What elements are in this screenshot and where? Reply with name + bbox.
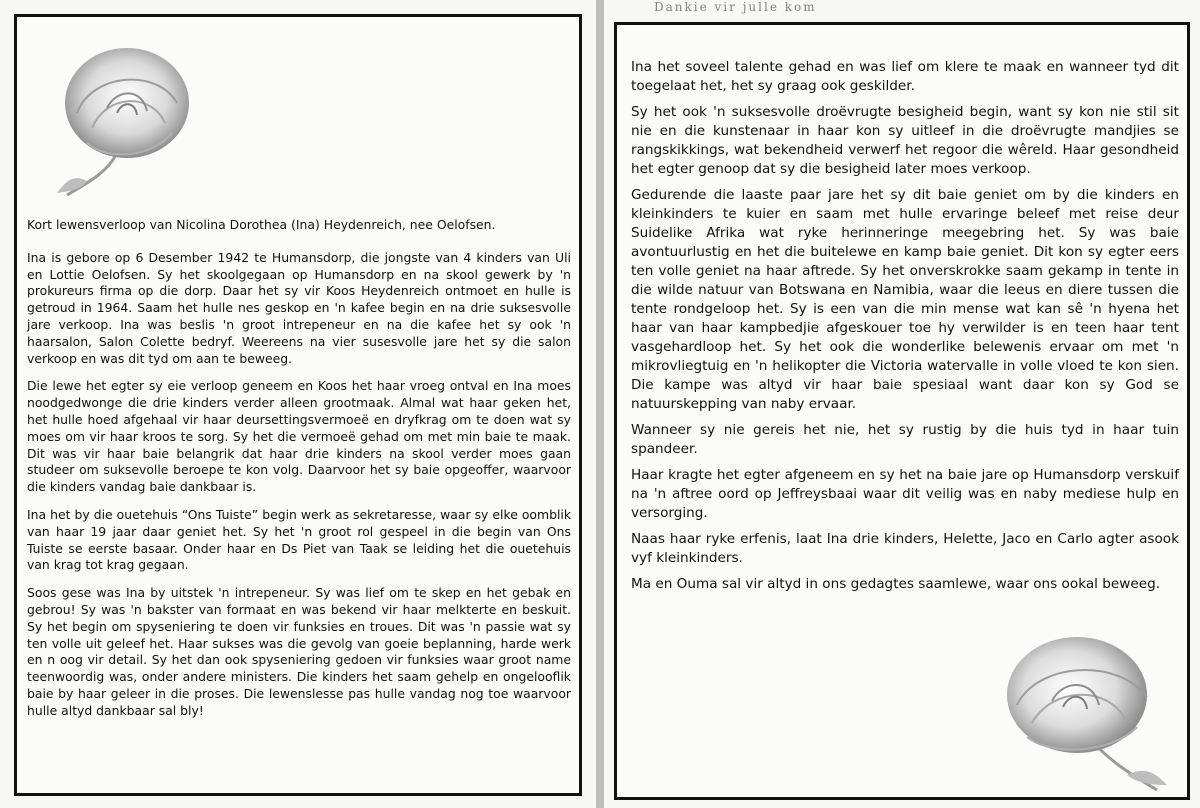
header-text: Dankie vir julle kom [654,0,817,14]
rose-icon [47,33,197,203]
right-page [604,0,1200,808]
paragraph: Soos gese was Ina by uitstek 'n intrepeneur. Sy was lief om te skep en het gebak en gebrou! Sy was 'n bakster van formaat en was bekend vir haar melkterte en beskuit. Sy het begin om spyseniering te doen vir funksies en troues. Dit was 'n passie wat sy ten volle uit geleef het. Haar sukses was die gevolg van goeie beplanning, harde werk en n oog vir detail. Sy het dan ook spyseniering gedoen vir funksies waar groot name teenwoordig was, onder andere ministers. Die kinders het saam gehelp en ongelooflik baie by haar geleer in die proses. Die lewenslesse pas hulle vandag nog toe waarvoor hulle altyd dankbaar sal bly! [27,585,571,718]
page-gutter [596,0,604,808]
paragraph: Ina is gebore op 6 Desember 1942 te Humansdorp, die jongste van 4 kinders van Uli en Lottie Oelofsen. Sy het skoolgegaan op Humansdorp en na skool gewerk by 'n prokureurs firma op die dorp. Daar het sy vir Koos Heydenreich ontmoet en hulle is getroud in 1964. Saam het hulle nes geskop en 'n kafee begin en na drie suksesvolle jare verkoop. Ina was beslis 'n groot intrepeneur en na die kafee het sy ook 'n haarsalon, Salon Colette bedryf. Weereens na vier susesvolle jare het sy die salon verkoop en was dit tyd om aan te beweeg. [27,249,571,366]
left-page [0,0,596,808]
paragraph: Haar kragte het egter afgeneem en sy het na baie jare op Humansdorp verskuif na 'n aftree oord op Jeffreysbaai waar dit veilig was en naby mediese hulp en versorging. [631,467,1179,521]
right-page-border [614,22,1190,800]
paragraph: Sy het ook 'n suksesvolle droëvrugte besigheid begin, want sy kon nie stil sit nie en die kunstenaar in haar kon sy uitleef in die droëvrugte mandjies se rangskikkings, wat bekendheid verwerf het regoor die wêreld. Haar gesondheid het egter genoop dat sy die besigheid later moes verkoop. [631,104,1179,177]
paragraph: Naas haar ryke erfenis, laat Ina drie kinders, Helette, Jaco en Carlo agter asook vyf kleinkinders. [631,531,1179,566]
paragraph: Ina het soveel talente gehad en was lief om klere te maak en wanneer tyd dit toegelaat het, het sy graag ook geskilder. [631,59,1179,94]
left-page-border [14,14,582,796]
paragraph: Gedurende die laaste paar jare het sy dit baie geniet om by die kinders en kleinkinders te kuier en saam met hulle ervaringe beleef met reise deur Suidelike Afrika wat ryke herinneringe meegebring het. Sy was baie avontuurlustig en het die buitelewe en kamp baie geniet. Dit kon sy egter eers ten volle geniet na haar aftrede. Sy het onverskrokke saam gekamp in tente in die wilde natuur van Botswana en Namibia, waar die leeus en diere tussen die tente rondgeloop het. Sy is een van die min mense wat kan sê 'n hyena het haar van haar kampbedjie afgeskouer toe hy verwilder is en teen haar tent vasgehardloop het. Sy het ook die wonderlike belewenis ervaar om met 'n mikrovliegtuig en 'n helikopter die Victoria watervalle in volle vloed te kon sien. Die kampe was altyd vir haar baie spesiaal want daar kon sy God se natuurskepping van naby ervaar. [631,187,1179,412]
paragraph: Wanneer sy nie gereis het nie, het sy rustig by die huis tyd in haar tuin spandeer. [631,422,1179,457]
obituary-title: Kort lewensverloop van Nicolina Dorothea (Ina) Heydenreich, nee Oelofsen. [27,217,496,232]
right-page-text [631,58,1179,601]
paragraph: Die lewe het egter sy eie verloop geneem en Koos het haar vroeg ontval en Ina moes noodgedwonge die drie kinders verder alleen grootmaak. Almal wat haar geken het, het hulle hoed afgehaal vir haar deursettingsvermoeë en dryfkrag om te doen wat sy moes om vir haar kroos te sorg. Sy het die vermoeë gehad om met min baie te maak. Dit was vir haar baie belangrik dat haar drie kinders na skool verder moes gaan studeer om suksevolle beroepe te kon volg. Daarvoor het sy baie opgeoffer, waarvoor die kinders vandag baie dankbaar is. [27,378,571,495]
rose-icon [997,625,1177,795]
left-page-text [27,217,571,731]
paragraph: Ina het by die ouetehuis “Ons Tuiste” begin werk as sekretaresse, waar sy elke oomblik van haar 19 jaar daar geniet het. Sy het 'n groot rol gespeel in die begin van Ons Tuiste se eerste basaar. Onder haar en Ds Piet van Taak se leiding het die ouetehuis van krag tot krag gegaan. [27,506,571,573]
paragraph: Ma en Ouma sal vir altyd in ons gedagtes saamlewe, waar ons ookal beweeg. [631,576,1161,592]
